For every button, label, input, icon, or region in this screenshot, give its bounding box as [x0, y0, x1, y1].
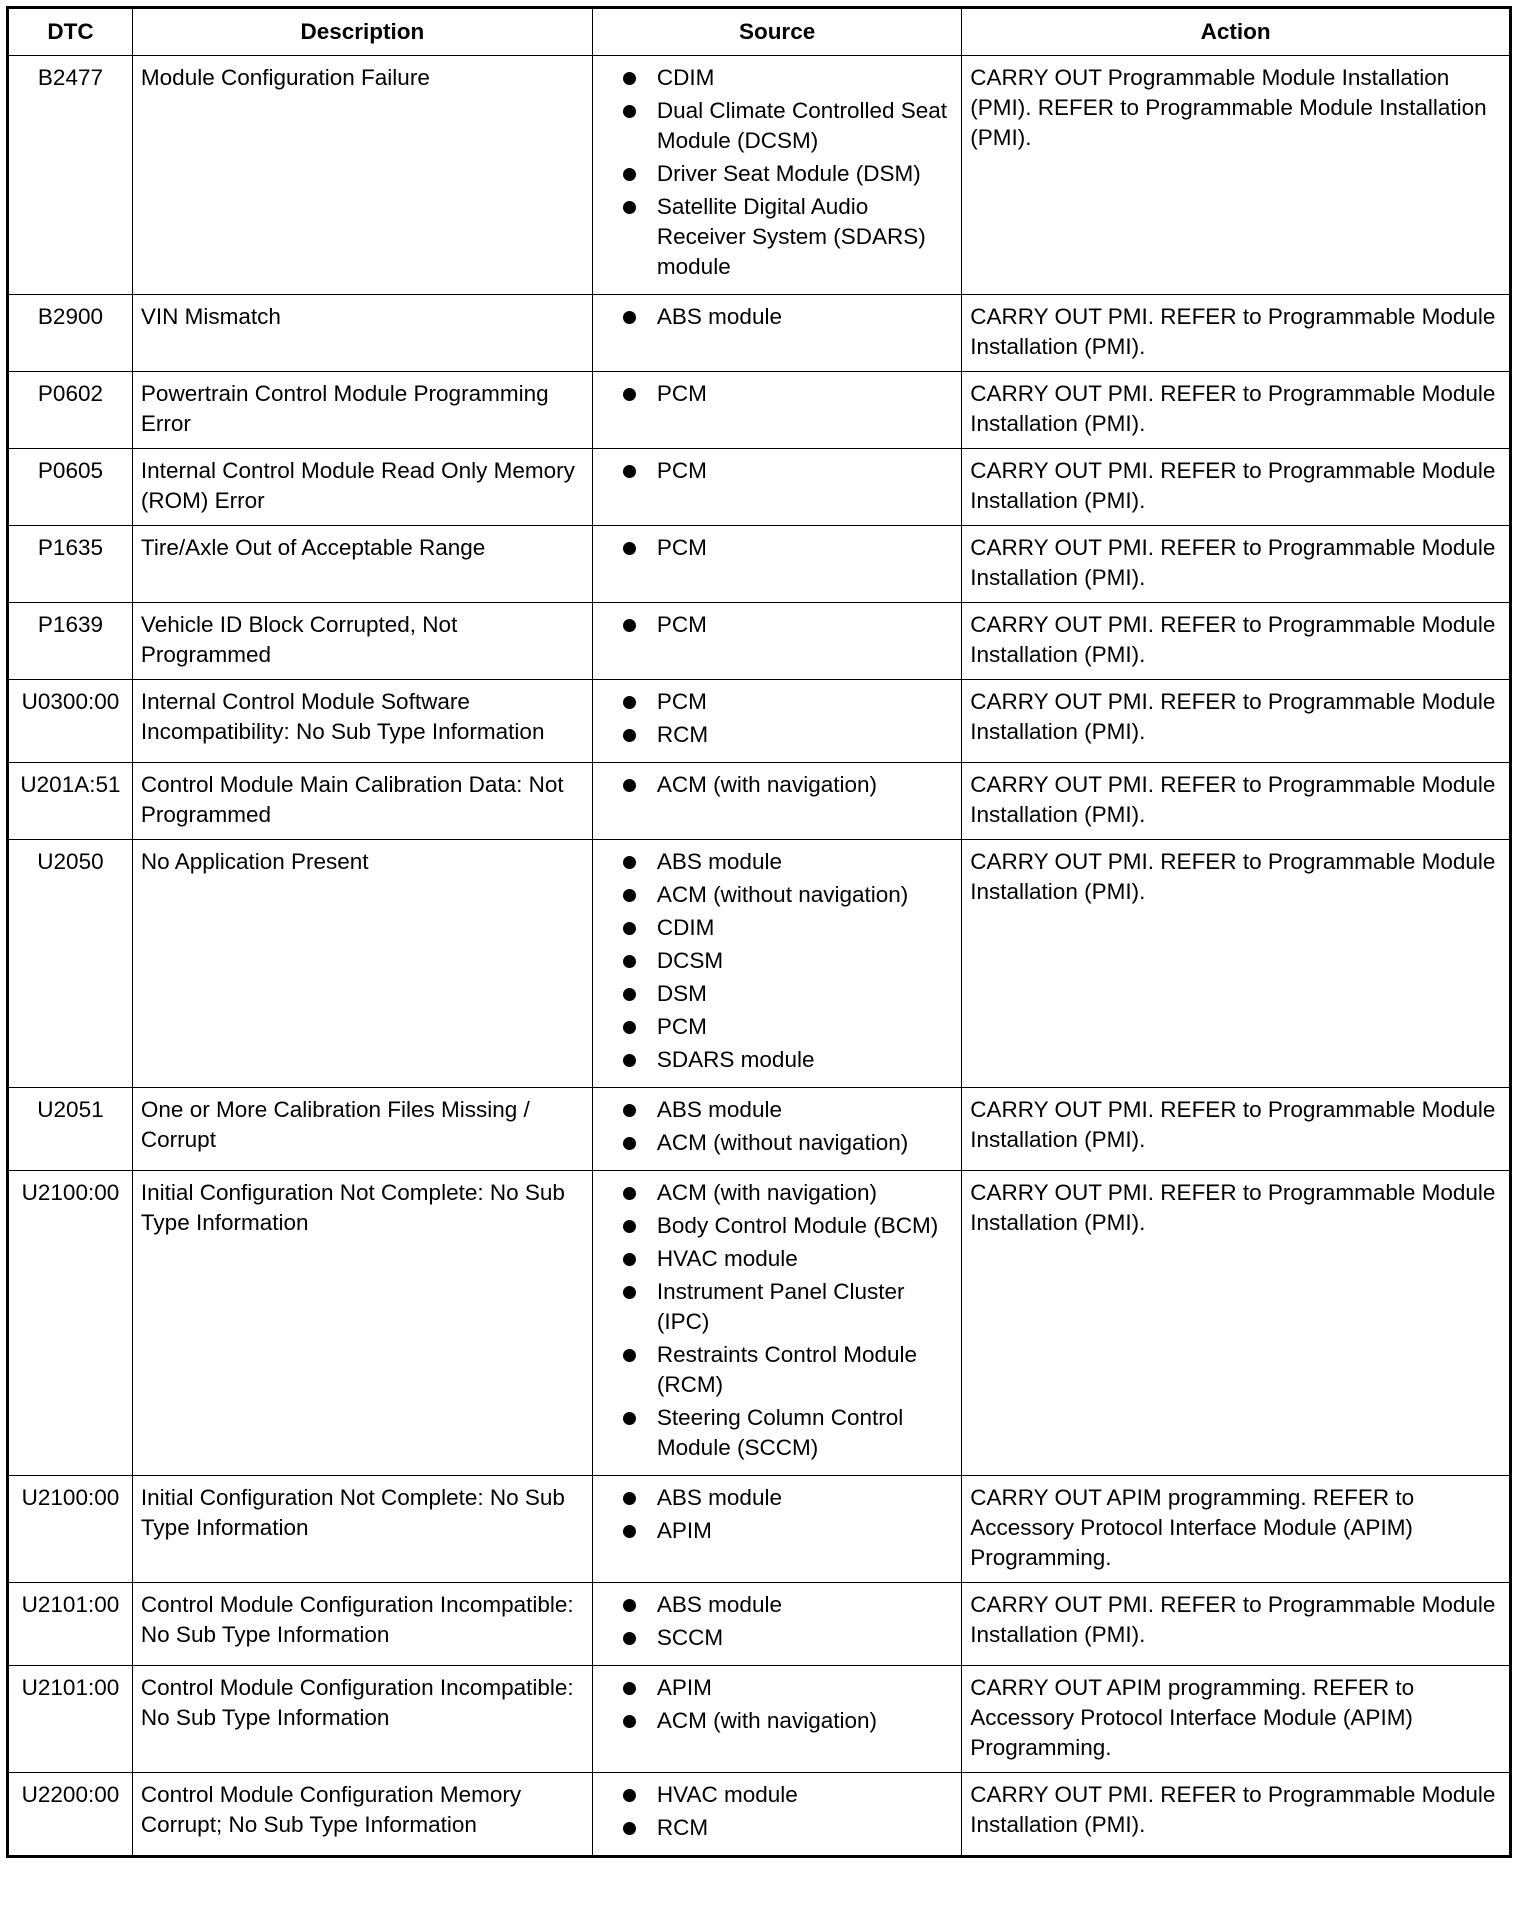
- bullet-icon: [623, 1021, 636, 1034]
- source-list: [601, 1590, 953, 1653]
- source-cell: [592, 449, 961, 526]
- source-item: [621, 1483, 953, 1513]
- dtc-cell: U2101:00: [8, 1583, 133, 1666]
- source-label: ACM (with navigation): [656, 1180, 877, 1205]
- source-cell: [592, 680, 961, 763]
- source-cell: [592, 1773, 961, 1857]
- dtc-cell: P0605: [8, 449, 133, 526]
- source-cell: [592, 1476, 961, 1583]
- bullet-icon: [623, 311, 636, 324]
- source-label: APIM: [656, 1518, 712, 1543]
- table-row: [8, 1476, 1511, 1583]
- bullet-icon: [623, 955, 636, 968]
- dtc-cell: B2900: [8, 295, 133, 372]
- description-cell: Module Configuration Failure: [132, 56, 592, 295]
- source-item: [621, 913, 953, 943]
- header-source: Source: [592, 8, 961, 56]
- source-item: [621, 720, 953, 750]
- source-cell: [592, 603, 961, 680]
- bullet-icon: [623, 1822, 636, 1835]
- table-row: [8, 1773, 1511, 1857]
- source-item: [621, 1012, 953, 1042]
- bullet-icon: [623, 388, 636, 401]
- source-list: [601, 1780, 953, 1843]
- source-list: [601, 1095, 953, 1158]
- bullet-icon: [623, 72, 636, 85]
- dtc-cell: U2051: [8, 1088, 133, 1171]
- source-label: DCSM: [656, 948, 724, 973]
- source-label: ACM (with navigation): [656, 1708, 877, 1733]
- source-cell: [592, 763, 961, 840]
- description-cell: VIN Mismatch: [132, 295, 592, 372]
- source-label: PCM: [656, 535, 707, 560]
- source-list: [601, 1673, 953, 1736]
- bullet-icon: [623, 729, 636, 742]
- bullet-icon: [623, 1682, 636, 1695]
- dtc-cell: U2200:00: [8, 1773, 133, 1857]
- source-item: [621, 847, 953, 877]
- source-cell: [592, 56, 961, 295]
- table-row: [8, 763, 1511, 840]
- bullet-icon: [623, 1715, 636, 1728]
- source-cell: [592, 1088, 961, 1171]
- dtc-cell: U0300:00: [8, 680, 133, 763]
- description-cell: Internal Control Module Read Only Memory (ROM) Error: [132, 449, 592, 526]
- source-list: [601, 770, 953, 800]
- source-item: [621, 1706, 953, 1736]
- action-cell: CARRY OUT PMI. REFER to Programmable Module Installation (PMI).: [962, 526, 1511, 603]
- description-cell: One or More Calibration Files Missing / Corrupt: [132, 1088, 592, 1171]
- bullet-icon: [623, 542, 636, 555]
- bullet-icon: [623, 619, 636, 632]
- bullet-icon: [623, 168, 636, 181]
- source-label: DSM: [656, 981, 707, 1006]
- source-list: [601, 533, 953, 563]
- source-label: HVAC module: [656, 1782, 798, 1807]
- source-item: [621, 1277, 953, 1337]
- action-cell: CARRY OUT APIM programming. REFER to Accessory Protocol Interface Module (APIM) Programming.: [962, 1666, 1511, 1773]
- action-cell: CARRY OUT PMI. REFER to Programmable Module Installation (PMI).: [962, 1088, 1511, 1171]
- source-label: APIM: [656, 1675, 712, 1700]
- bullet-icon: [623, 1525, 636, 1538]
- bullet-icon: [623, 1187, 636, 1200]
- dtc-cell: P1639: [8, 603, 133, 680]
- source-item: [621, 302, 953, 332]
- bullet-icon: [623, 1349, 636, 1362]
- description-cell: No Application Present: [132, 840, 592, 1088]
- dtc-table: [6, 6, 1512, 1858]
- source-label: ABS module: [656, 1097, 782, 1122]
- bullet-icon: [623, 1632, 636, 1645]
- source-item: [621, 1211, 953, 1241]
- source-label: SCCM: [656, 1625, 724, 1650]
- source-item: [621, 456, 953, 486]
- source-item: [621, 687, 953, 717]
- source-item: [621, 1244, 953, 1274]
- source-cell: [592, 1666, 961, 1773]
- source-list: [601, 302, 953, 332]
- bullet-icon: [623, 779, 636, 792]
- source-cell: [592, 295, 961, 372]
- source-label: PCM: [656, 381, 707, 406]
- source-item: [621, 770, 953, 800]
- source-list: [601, 687, 953, 750]
- source-item: [621, 1813, 953, 1843]
- source-item: [621, 1516, 953, 1546]
- action-cell: CARRY OUT PMI. REFER to Programmable Module Installation (PMI).: [962, 840, 1511, 1088]
- table-row: [8, 603, 1511, 680]
- source-item: [621, 96, 953, 156]
- header-description: Description: [132, 8, 592, 56]
- source-item: [621, 1128, 953, 1158]
- source-item: [621, 1673, 953, 1703]
- source-label: ACM (with navigation): [656, 772, 877, 797]
- dtc-cell: U2050: [8, 840, 133, 1088]
- bullet-icon: [623, 1286, 636, 1299]
- source-item: [621, 979, 953, 1009]
- source-label: Steering Column Control Module (SCCM): [656, 1405, 904, 1460]
- source-item: [621, 946, 953, 976]
- bullet-icon: [623, 1789, 636, 1802]
- action-cell: CARRY OUT PMI. REFER to Programmable Module Installation (PMI).: [962, 449, 1511, 526]
- source-cell: [592, 1171, 961, 1476]
- description-cell: Control Module Configuration Incompatible: No Sub Type Information: [132, 1666, 592, 1773]
- description-cell: Control Module Configuration Incompatible: No Sub Type Information: [132, 1583, 592, 1666]
- action-cell: CARRY OUT PMI. REFER to Programmable Module Installation (PMI).: [962, 372, 1511, 449]
- action-cell: CARRY OUT PMI. REFER to Programmable Module Installation (PMI).: [962, 1773, 1511, 1857]
- source-label: PCM: [656, 458, 707, 483]
- action-cell: CARRY OUT Programmable Module Installation (PMI). REFER to Programmable Module Installation (PMI).: [962, 56, 1511, 295]
- source-list: [601, 1178, 953, 1463]
- source-label: ABS module: [656, 1592, 782, 1617]
- source-cell: [592, 1583, 961, 1666]
- bullet-icon: [623, 105, 636, 118]
- dtc-cell: U2101:00: [8, 1666, 133, 1773]
- source-label: ABS module: [656, 1485, 782, 1510]
- bullet-icon: [623, 1104, 636, 1117]
- source-cell: [592, 840, 961, 1088]
- source-item: [621, 192, 953, 282]
- source-label: Restraints Control Module (RCM): [656, 1342, 918, 1397]
- table-row: [8, 372, 1511, 449]
- source-item: [621, 1780, 953, 1810]
- bullet-icon: [623, 889, 636, 902]
- action-cell: CARRY OUT PMI. REFER to Programmable Module Installation (PMI).: [962, 603, 1511, 680]
- source-list: [601, 610, 953, 640]
- source-item: [621, 1590, 953, 1620]
- action-cell: CARRY OUT PMI. REFER to Programmable Module Installation (PMI).: [962, 763, 1511, 840]
- source-item: [621, 1340, 953, 1400]
- action-cell: CARRY OUT APIM programming. REFER to Accessory Protocol Interface Module (APIM) Programming.: [962, 1476, 1511, 1583]
- source-label: Dual Climate Controlled Seat Module (DCSM): [656, 98, 948, 153]
- description-cell: Initial Configuration Not Complete: No Sub Type Information: [132, 1476, 592, 1583]
- source-list: [601, 847, 953, 1075]
- dtc-cell: B2477: [8, 56, 133, 295]
- table-row: [8, 449, 1511, 526]
- bullet-icon: [623, 856, 636, 869]
- description-cell: Powertrain Control Module Programming Error: [132, 372, 592, 449]
- source-label: Instrument Panel Cluster (IPC): [656, 1279, 905, 1334]
- bullet-icon: [623, 988, 636, 1001]
- table-row: [8, 1583, 1511, 1666]
- source-label: HVAC module: [656, 1246, 798, 1271]
- dtc-cell: P1635: [8, 526, 133, 603]
- table-row: [8, 1666, 1511, 1773]
- bullet-icon: [623, 1412, 636, 1425]
- source-cell: [592, 372, 961, 449]
- bullet-icon: [623, 1253, 636, 1266]
- source-item: [621, 1045, 953, 1075]
- bullet-icon: [623, 1054, 636, 1067]
- bullet-icon: [623, 1492, 636, 1505]
- source-label: PCM: [656, 689, 707, 714]
- table-row: [8, 56, 1511, 295]
- description-cell: Tire/Axle Out of Acceptable Range: [132, 526, 592, 603]
- source-item: [621, 1623, 953, 1653]
- description-cell: Control Module Main Calibration Data: Not Programmed: [132, 763, 592, 840]
- source-label: ACM (without navigation): [656, 882, 909, 907]
- header-action: Action: [962, 8, 1511, 56]
- dtc-cell: U2100:00: [8, 1171, 133, 1476]
- source-item: [621, 159, 953, 189]
- table-header-row: [8, 8, 1511, 56]
- source-label: RCM: [656, 1815, 709, 1840]
- source-label: SDARS module: [656, 1047, 815, 1072]
- source-list: [601, 379, 953, 409]
- source-list: [601, 63, 953, 282]
- bullet-icon: [623, 1599, 636, 1612]
- source-item: [621, 880, 953, 910]
- bullet-icon: [623, 465, 636, 478]
- header-dtc: DTC: [8, 8, 133, 56]
- source-label: CDIM: [656, 65, 715, 90]
- source-list: [601, 456, 953, 486]
- source-item: [621, 63, 953, 93]
- source-item: [621, 379, 953, 409]
- source-item: [621, 533, 953, 563]
- action-cell: CARRY OUT PMI. REFER to Programmable Module Installation (PMI).: [962, 680, 1511, 763]
- action-cell: CARRY OUT PMI. REFER to Programmable Module Installation (PMI).: [962, 1171, 1511, 1476]
- source-label: CDIM: [656, 915, 715, 940]
- bullet-icon: [623, 922, 636, 935]
- source-label: ACM (without navigation): [656, 1130, 909, 1155]
- dtc-cell: U201A:51: [8, 763, 133, 840]
- description-cell: Internal Control Module Software Incompatibility: No Sub Type Information: [132, 680, 592, 763]
- action-cell: CARRY OUT PMI. REFER to Programmable Module Installation (PMI).: [962, 1583, 1511, 1666]
- table-row: [8, 680, 1511, 763]
- description-cell: Initial Configuration Not Complete: No Sub Type Information: [132, 1171, 592, 1476]
- source-label: Satellite Digital Audio Receiver System (SDARS) module: [656, 194, 926, 279]
- bullet-icon: [623, 696, 636, 709]
- table-row: [8, 1171, 1511, 1476]
- table-row: [8, 840, 1511, 1088]
- source-label: PCM: [656, 1014, 707, 1039]
- source-label: Body Control Module (BCM): [656, 1213, 939, 1238]
- source-label: ABS module: [656, 849, 782, 874]
- source-label: ABS module: [656, 304, 782, 329]
- dtc-cell: P0602: [8, 372, 133, 449]
- source-item: [621, 610, 953, 640]
- table-row: [8, 526, 1511, 603]
- source-item: [621, 1178, 953, 1208]
- source-label: PCM: [656, 612, 707, 637]
- source-item: [621, 1403, 953, 1463]
- bullet-icon: [623, 1137, 636, 1150]
- description-cell: Vehicle ID Block Corrupted, Not Programmed: [132, 603, 592, 680]
- source-list: [601, 1483, 953, 1546]
- description-cell: Control Module Configuration Memory Corrupt; No Sub Type Information: [132, 1773, 592, 1857]
- source-label: Driver Seat Module (DSM): [656, 161, 921, 186]
- dtc-cell: U2100:00: [8, 1476, 133, 1583]
- source-cell: [592, 526, 961, 603]
- bullet-icon: [623, 1220, 636, 1233]
- source-item: [621, 1095, 953, 1125]
- action-cell: CARRY OUT PMI. REFER to Programmable Module Installation (PMI).: [962, 295, 1511, 372]
- bullet-icon: [623, 201, 636, 214]
- table-row: [8, 295, 1511, 372]
- table-row: [8, 1088, 1511, 1171]
- source-label: RCM: [656, 722, 709, 747]
